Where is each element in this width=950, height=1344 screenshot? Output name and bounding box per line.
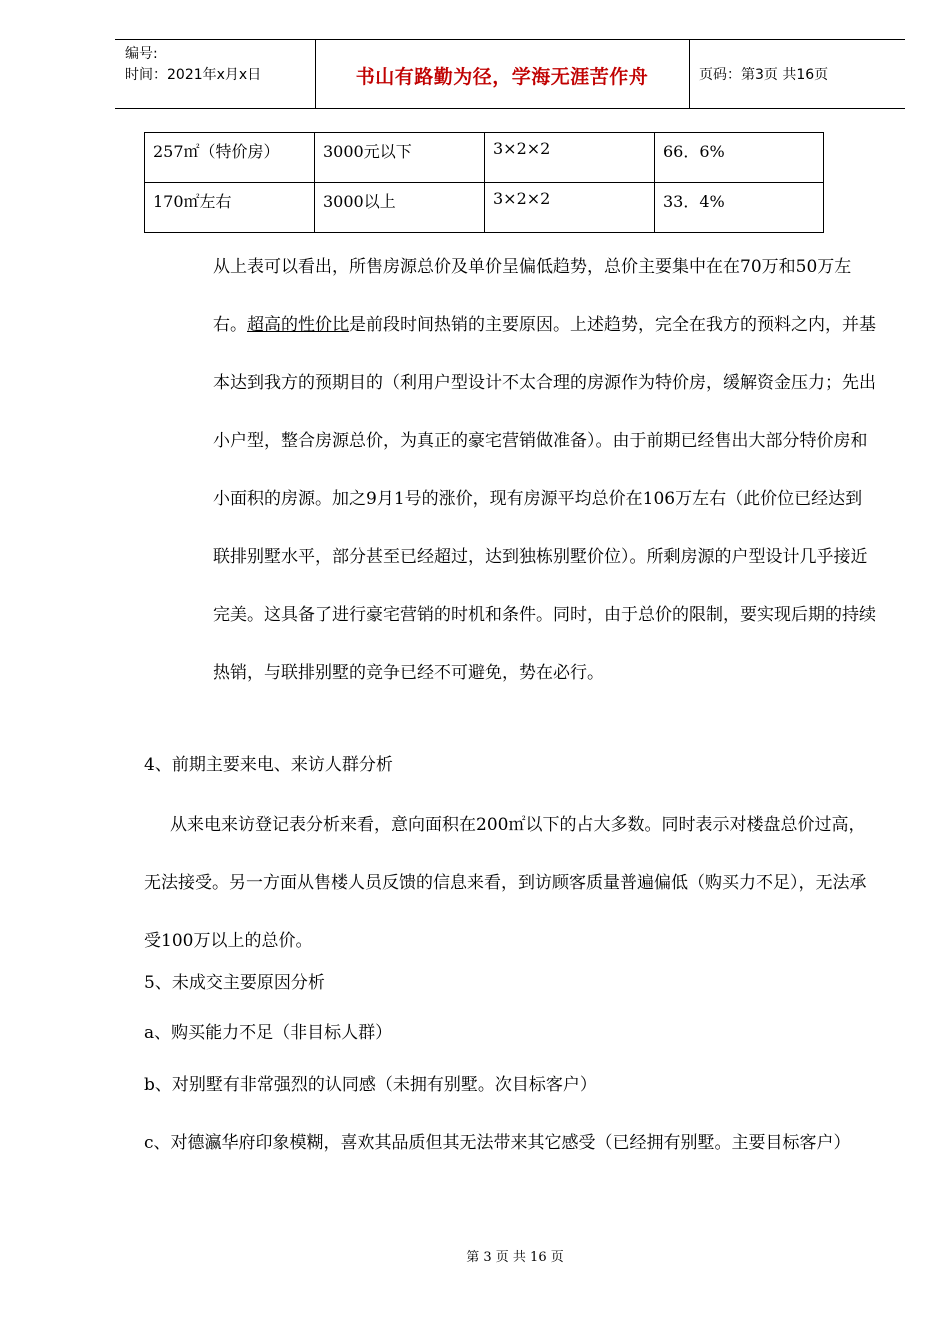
table-cell: 170㎡左右	[145, 183, 315, 233]
table-row	[145, 133, 824, 183]
table-cell: 33．4%	[655, 183, 824, 233]
header-motto: 书山有路勤为径，学海无涯苦作舟	[355, 66, 649, 88]
header-page-number: 页码：第3页 共16页	[699, 67, 829, 83]
list-item-c: c、对德瀛华府印象模糊，喜欢其品质但其无法带来其它感受（已经拥有别墅。主要目标客户）	[144, 1133, 851, 1153]
table-row	[145, 183, 824, 233]
table-cell: 257㎡（特价房）	[145, 133, 315, 183]
header-time-label: 时间：2021年x月x日	[125, 67, 262, 83]
header-divider	[689, 40, 690, 108]
table-cell: 3×2×2	[485, 183, 655, 233]
list-item-b: b、对别墅有非常强烈的认同感（未拥有别墅。次目标客户）	[144, 1075, 597, 1095]
table-cell: 3000元以下	[315, 133, 485, 183]
header-number-label: 编号:	[125, 46, 158, 62]
page-header	[115, 39, 905, 109]
price-table	[144, 132, 824, 233]
table-cell: 3000以上	[315, 183, 485, 233]
section-heading-5: 5、未成交主要原因分析	[144, 973, 325, 993]
analysis-paragraph	[213, 238, 878, 702]
section-heading-4: 4、前期主要来电、来访人群分析	[144, 755, 393, 775]
header-meta	[125, 44, 315, 86]
paragraph-text: 是前段时间热销的主要原因。上述趋势，完全在我方的预料之内，并基本达到我方的预期目的（利用户型设计不太合理的房源作为特价房，缓解资金压力；先出小户型，整合房源总价，为真正的豪宅营销做准备）。由于前期已经售出大部分特价房和小面积的房源。加之9月1号的涨价，现有房源平均总价在106万左右（此价位已经达到联排别墅水平，部分甚至已经超过，达到独栋别墅价位）。所剩房源的户型设计几乎接近完美。这具备了进行豪宅营销的时机和条件。同时，由于总价的限制，要实现后期的持续热销，与联排别墅的竞争已经不可避免，势在必行。	[213, 315, 876, 683]
underlined-phrase: 超高的性价比	[247, 315, 349, 335]
paragraph-text: 从上表可以看出，所售房源总价及单价呈偏低趋势，总价主要集中在在70万和50万左右。	[213, 257, 852, 335]
section-4-body: 从来电来访登记表分析来看，意向面积在200㎡以下的占大多数。同时表示对楼盘总价过高，无法接受。另一方面从售楼人员反馈的信息来看，到访顾客质量普遍偏低（购买力不足），无法承受100万以上的总价。	[144, 815, 867, 951]
list-item-a: a、购买能力不足（非目标人群）	[144, 1023, 393, 1043]
page-footer: 第 3 页 共 16 页	[466, 1250, 564, 1265]
table-cell: 3×2×2	[485, 133, 655, 183]
table-cell: 66．6%	[655, 133, 824, 183]
